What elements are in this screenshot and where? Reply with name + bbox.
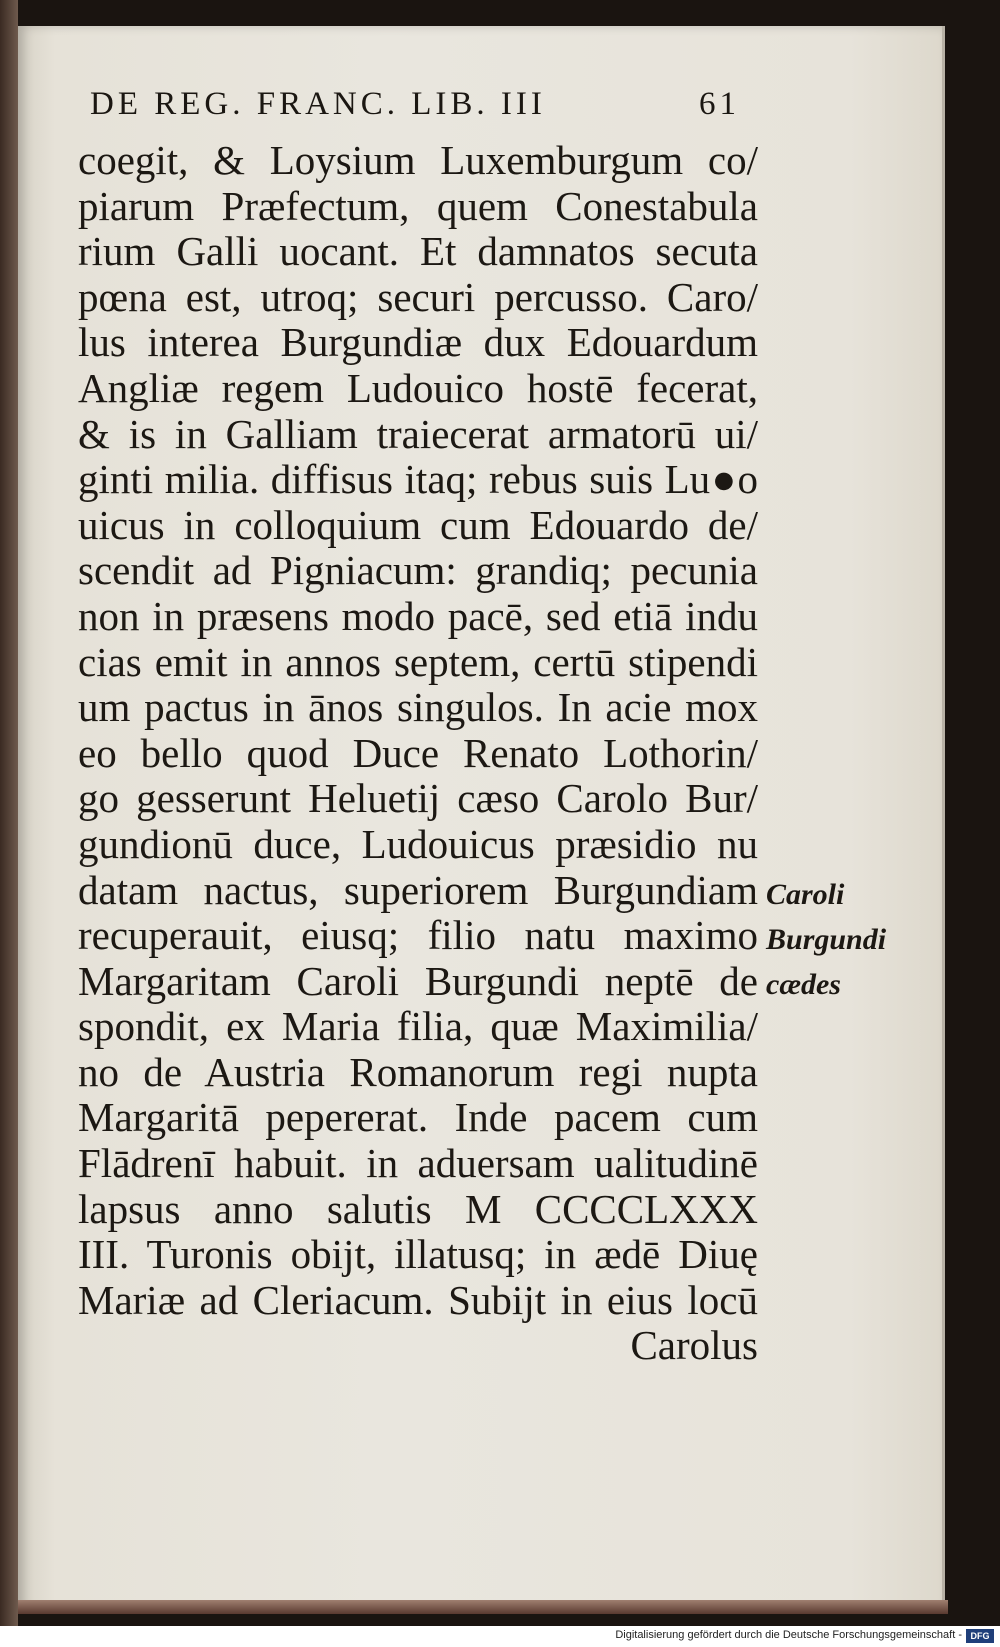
text-line: uicus in colloquium cum Edouardo de/ <box>78 501 758 548</box>
text-line: eo bello quod Duce Renato Lothorin/ <box>78 729 758 776</box>
text-line: lus interea Burgundiæ dux Edouardum <box>78 319 758 366</box>
text-line: no de Austria Romanorum regi nupta <box>78 1048 758 1095</box>
text-line: lapsus anno salutis M CCCCLXXX <box>78 1185 758 1232</box>
text-line: spondit, ex Maria filia, quæ Maximilia/ <box>78 1003 758 1050</box>
text-line: Flādrenī habuit. in aduersam ualitudinē <box>78 1140 758 1187</box>
footer-credit: Digitalisierung gefördert durch die Deutsche Forschungsgemeinschaft - <box>615 1629 962 1641</box>
text-line: um pactus in ānos singulos. In acie mox <box>78 684 758 731</box>
text-line: Margaritā pepererat. Inde pacem cum <box>78 1094 758 1141</box>
text-line: rium Galli uocant. Et damnatos secuta <box>78 228 758 275</box>
text-line: coegit, & Loysium Luxemburgum co/ <box>78 137 758 183</box>
text-line: & is in Galliam traiecerat armatorū ui/ <box>78 410 758 457</box>
book-spine <box>0 0 18 1647</box>
margin-note-line: Burgundi <box>766 923 887 956</box>
text-line: Margaritam Caroli Burgundi neptē de <box>78 957 758 1004</box>
text-line: Angliæ regem Ludouico hostē fecerat, <box>78 364 758 411</box>
running-head <box>90 86 740 123</box>
text-line: go gesserunt Heluetij cæso Carolo Bur/ <box>78 775 758 822</box>
text-line: Mariæ ad Cleriacum. Subijt in eius locū <box>78 1276 758 1323</box>
dfg-logo: DFG <box>966 1629 994 1643</box>
text-line: piarum Præfectum, quem Conestabula <box>78 182 758 229</box>
margin-note <box>766 872 906 1007</box>
text-line: datam nactus, superiorem Burgundiam <box>78 866 758 913</box>
text-line: pœna est, utroq; securi percusso. Caro/ <box>78 273 758 320</box>
footer-bar <box>0 1626 1000 1647</box>
margin-note-line: cædes <box>766 968 841 1001</box>
page-edge <box>18 1600 948 1614</box>
text-line: cias emit in annos septem, certū stipendi <box>78 638 758 685</box>
text-line: scendit ad Pigniacum: grandiq; pecunia <box>78 547 758 594</box>
text-line: gundionū duce, Ludouicus præsidio nu <box>78 820 758 867</box>
body-text <box>78 138 758 1369</box>
running-head-title: DE REG. FRANC. LIB. III <box>90 86 546 122</box>
text-line: ginti milia. diffisus itaq; rebus suis Lu●o <box>78 456 758 503</box>
margin-note-line: Caroli <box>766 878 845 911</box>
catchword: Carolus <box>630 1322 758 1369</box>
text-line: III. Turonis obijt, illatusq; in ædē Diuę <box>78 1231 758 1278</box>
text-line: non in præsens modo pacē, sed etiā indu <box>78 592 758 639</box>
text-line: recuperauit, eiusq; filio natu maximo <box>78 912 758 959</box>
page-number: 61 <box>699 86 740 122</box>
